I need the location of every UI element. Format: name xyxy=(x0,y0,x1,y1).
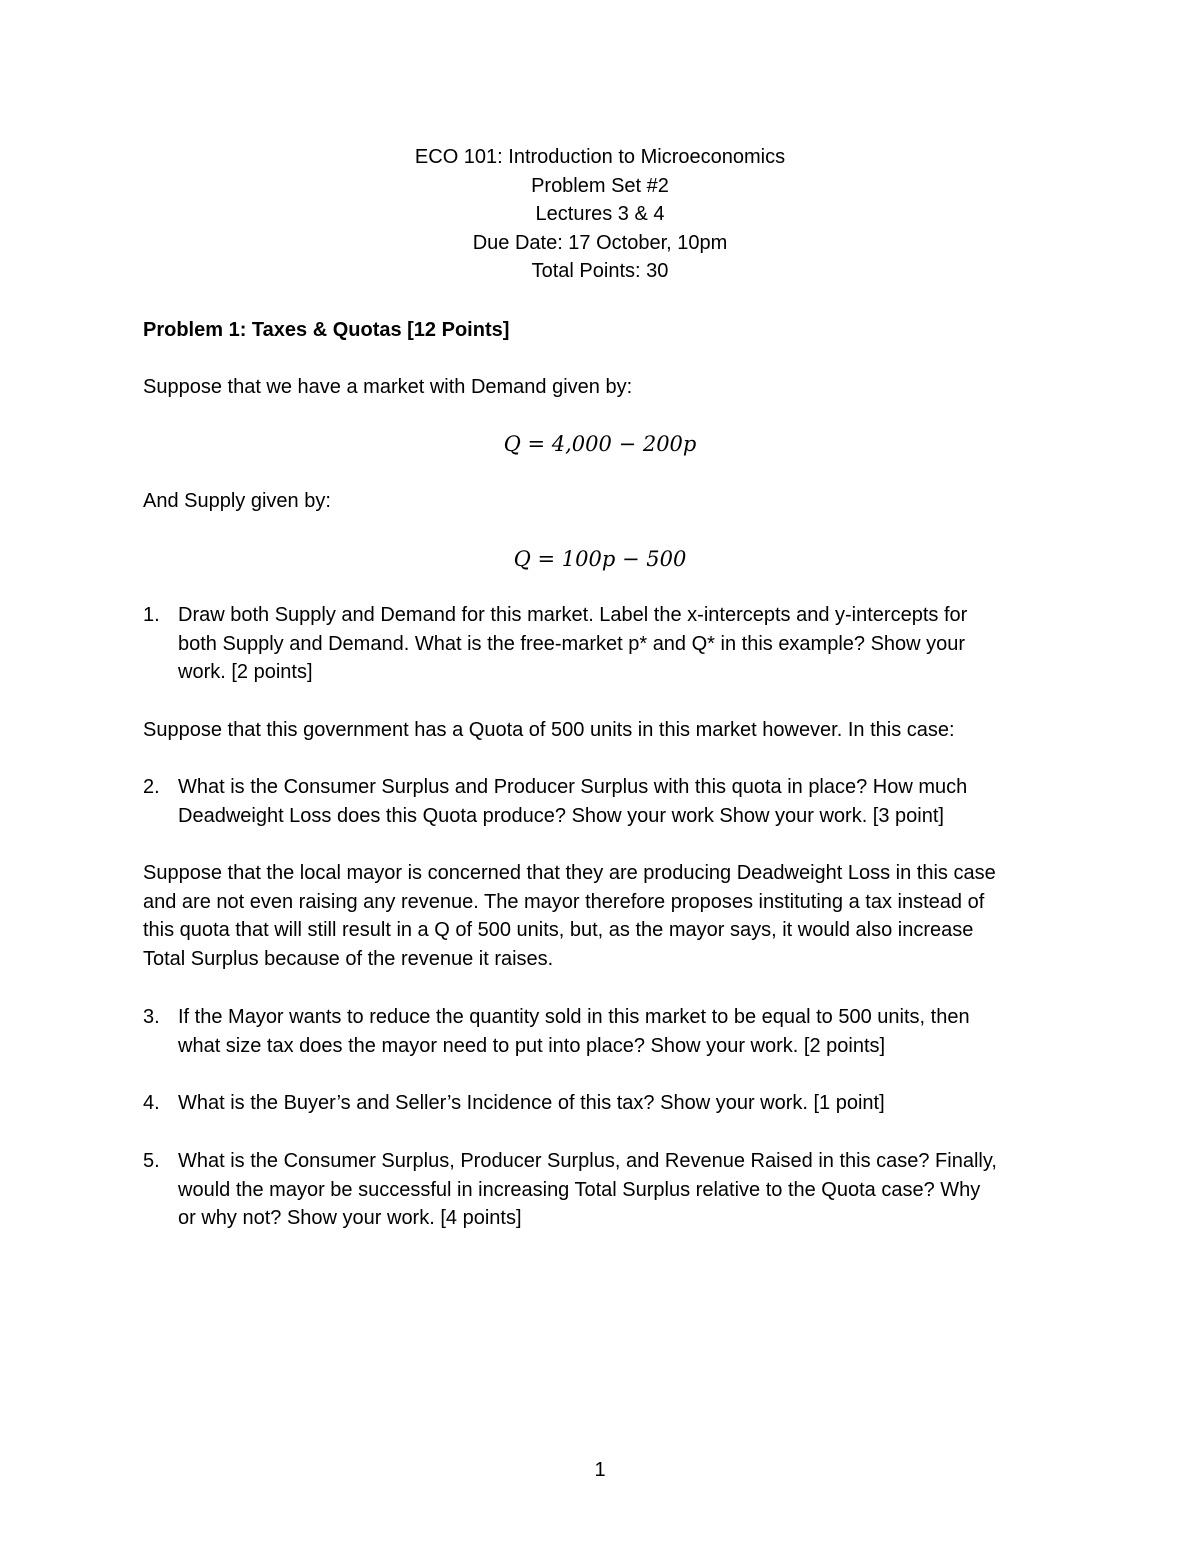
question-line: What is the Consumer Surplus and Producer Surplus with this quota in place? How much xyxy=(178,776,968,798)
question-number: 3. xyxy=(143,1006,160,1028)
demand-equation: Q = 4,000 − 200p xyxy=(503,432,697,456)
course-title: ECO 101: Introduction to Microeconomics xyxy=(414,146,786,168)
paragraph-line: Suppose that the local mayor is concerned that they are producing Deadweight Loss in this case xyxy=(143,862,996,884)
question-text xyxy=(178,601,1073,687)
question-line: both Supply and Demand. What is the free-market p* and Q* in this example? Show your xyxy=(178,632,966,655)
paragraph-line: Total Surplus because of the revenue it raises. xyxy=(143,947,554,970)
due-date-line: Due Date: 17 October, 10pm xyxy=(472,231,728,254)
question-number: 1. xyxy=(143,604,160,626)
question-text xyxy=(178,1089,1073,1118)
lectures-line: Lectures 3 & 4 xyxy=(535,203,665,226)
question-line: What is the Consumer Surplus, Producer Surplus, and Revenue Raised in this case? Finally, xyxy=(178,1150,997,1172)
problem-1-heading: Problem 1: Taxes & Quotas [12 Points] xyxy=(143,319,510,341)
question-line: Draw both Supply and Demand for this market. Label the x-intercepts and y-intercepts for xyxy=(178,604,968,626)
question-line: If the Mayor wants to reduce the quantity sold in this market to be equal to 500 units, then xyxy=(178,1006,970,1028)
supply-equation: Q = 100p − 500 xyxy=(513,547,687,571)
question-number: 4. xyxy=(143,1092,160,1114)
question-line: would the mayor be successful in increasing Total Surplus relative to the Quota case? Why xyxy=(178,1178,981,1201)
problem-set-title: Problem Set #2 xyxy=(531,174,669,197)
supply-intro: And Supply given by: xyxy=(143,490,331,512)
document-header xyxy=(0,143,1200,286)
demand-intro: Suppose that we have a market with Demand given by: xyxy=(143,376,633,398)
mayor-paragraph xyxy=(143,859,1073,973)
question-text xyxy=(178,1147,1073,1233)
question-text xyxy=(178,1003,1073,1060)
question-number: 2. xyxy=(143,776,160,798)
question-line: What is the Buyer’s and Seller’s Incidence of this tax? Show your work. [1 point] xyxy=(178,1092,885,1114)
question-line: work. [2 points] xyxy=(178,661,313,684)
question-number: 5. xyxy=(143,1150,160,1172)
question-line: what size tax does the mayor need to put into place? Show your work. [2 points] xyxy=(178,1034,886,1057)
question-line: or why not? Show your work. [4 points] xyxy=(178,1207,522,1230)
question-text xyxy=(178,773,1073,830)
question-line: Deadweight Loss does this Quota produce? Show your work Show your work. [3 point] xyxy=(178,804,944,827)
paragraph-line: and are not even raising any revenue. The mayor therefore proposes instituting a tax instead of xyxy=(143,890,985,913)
quota-intro: Suppose that this government has a Quota of 500 units in this market however. In this case: xyxy=(143,719,955,741)
total-points-line: Total Points: 30 xyxy=(531,260,669,283)
page-number: 1 xyxy=(594,1459,606,1481)
paragraph-line: this quota that will still result in a Q of 500 units, but, as the mayor says, it would also increase xyxy=(143,919,974,942)
